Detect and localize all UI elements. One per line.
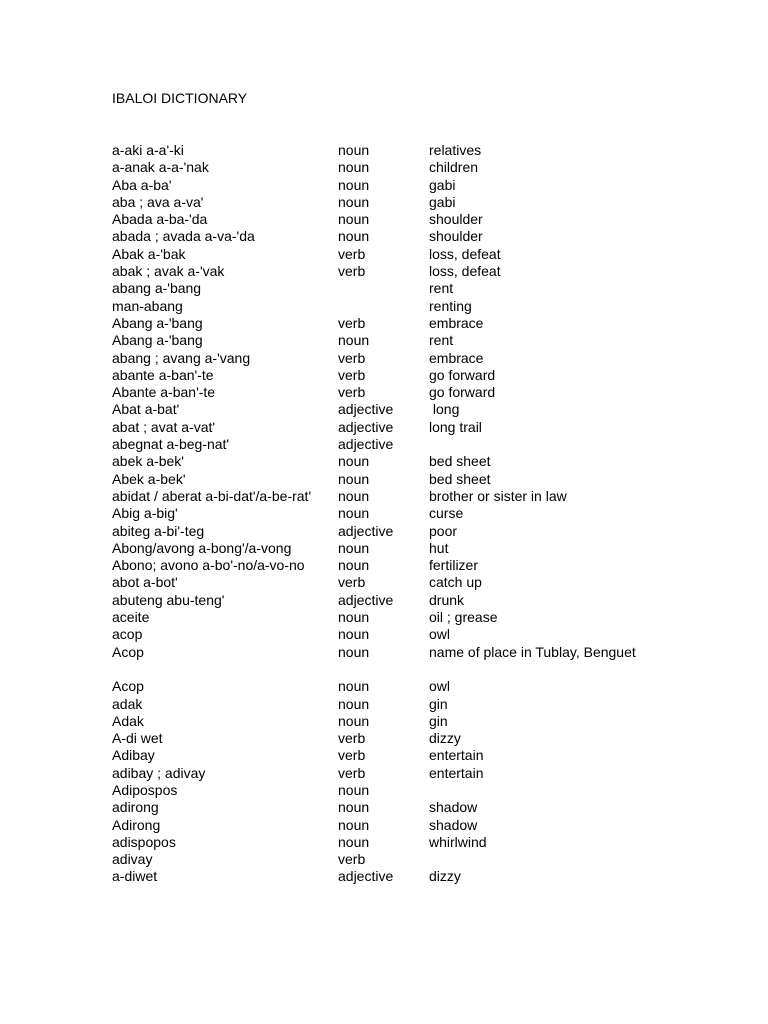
entry-meaning: catch up: [429, 574, 482, 591]
page-title: IBALOI DICTIONARY: [112, 90, 248, 106]
entry-meaning: go forward: [429, 384, 496, 401]
dictionary-entry: [112, 868, 752, 885]
entry-part-of-speech: adjective: [338, 418, 394, 435]
dictionary-entry: [112, 626, 752, 643]
dictionary-entry: [112, 228, 752, 245]
entry-term: Abig a-big': [112, 505, 178, 522]
entry-term: A-di wet: [112, 730, 163, 747]
entry-meaning: hut: [429, 539, 449, 556]
entry-part-of-speech: verb: [338, 245, 366, 262]
entry-part-of-speech: noun: [338, 695, 370, 712]
dictionary-entry: [112, 211, 752, 228]
entry-meaning: embrace: [429, 349, 484, 366]
entry-meaning: long trail: [429, 418, 482, 435]
entry-term: abak ; avak a-'vak: [112, 263, 225, 280]
entry-part-of-speech: noun: [338, 643, 370, 660]
entry-term: Abat a-bat': [112, 401, 180, 418]
entry-term: Abang a-'bang: [112, 314, 203, 331]
entry-term: Adibay: [112, 747, 155, 764]
entry-part-of-speech: verb: [338, 384, 366, 401]
entry-part-of-speech: noun: [338, 453, 370, 470]
entry-term: Acop: [112, 643, 144, 660]
entry-meaning: poor: [429, 522, 458, 539]
entry-meaning: rent: [429, 280, 454, 297]
entry-term: abang ; avang a-'vang: [112, 349, 251, 366]
entry-meaning: dizzy: [429, 730, 461, 747]
dictionary-entry: [112, 263, 752, 280]
entry-term: a-aki a-a'-ki: [112, 142, 184, 158]
entry-part-of-speech: noun: [338, 799, 370, 816]
entry-part-of-speech: noun: [338, 470, 370, 487]
entry-part-of-speech: adjective: [338, 591, 394, 608]
entry-term: Abada a-ba-'da: [112, 211, 208, 228]
dictionary-entry: [112, 505, 752, 522]
entry-term: abiteg a-bi'-teg: [112, 522, 205, 539]
dictionary-entry: [112, 159, 752, 176]
entry-term: abuteng abu-teng': [112, 591, 225, 608]
entry-meaning: drunk: [429, 591, 465, 608]
entry-meaning: relatives: [429, 142, 482, 158]
entry-meaning: long: [429, 401, 460, 418]
dictionary-entry: [112, 453, 752, 470]
entry-part-of-speech: verb: [338, 349, 366, 366]
entry-part-of-speech: noun: [338, 626, 370, 643]
dictionary-entries: [112, 142, 752, 886]
entry-term: adispopos: [112, 833, 176, 850]
entry-part-of-speech: noun: [338, 557, 370, 574]
dictionary-entry: [112, 540, 752, 557]
dictionary-entry: [112, 177, 752, 194]
entry-meaning: fertilizer: [429, 557, 479, 574]
entry-part-of-speech: noun: [338, 609, 370, 626]
entry-meaning: name of place in Tublay, Benguet: [429, 643, 636, 660]
dictionary-entry: [112, 574, 752, 591]
entry-term: adibay ; adivay: [112, 764, 206, 781]
entry-meaning: gin: [429, 695, 448, 712]
entry-meaning: renting: [429, 297, 472, 314]
entry-meaning: shadow: [429, 816, 478, 833]
entry-part-of-speech: noun: [338, 505, 370, 522]
entry-meaning: shadow: [429, 799, 478, 816]
entry-term: Adak: [112, 712, 144, 729]
entry-meaning: loss, defeat: [429, 263, 501, 280]
entry-part-of-speech: noun: [338, 159, 370, 176]
dictionary-entry: [112, 834, 752, 851]
dictionary-entry: [112, 765, 752, 782]
dictionary-entry: [112, 644, 752, 661]
entry-term: adak: [112, 695, 143, 712]
entry-meaning: gin: [429, 712, 448, 729]
entry-meaning: shoulder: [429, 211, 483, 228]
entry-meaning: shoulder: [429, 228, 483, 245]
entry-meaning: owl: [429, 626, 451, 643]
entry-part-of-speech: verb: [338, 851, 366, 868]
entry-meaning: embrace: [429, 314, 484, 331]
entry-term: Abong/avong a-bong'/a-vong: [112, 539, 292, 556]
entry-term: Aba a-ba': [112, 176, 172, 193]
entry-term: abat ; avat a-vat': [112, 418, 216, 435]
entry-part-of-speech: noun: [338, 781, 370, 798]
entry-term: Abante a-ban'-te: [112, 384, 216, 401]
dictionary-entry: [112, 315, 752, 332]
entry-term: Abak a-'bak: [112, 245, 186, 262]
entry-part-of-speech: verb: [338, 730, 366, 747]
dictionary-entry: [112, 557, 752, 574]
entry-part-of-speech: noun: [338, 211, 370, 228]
entry-part-of-speech: noun: [338, 193, 370, 210]
entry-term: adirong: [112, 799, 159, 816]
dictionary-entry: [112, 730, 752, 747]
entry-term: Abek a-bek': [112, 470, 186, 487]
entry-part-of-speech: verb: [338, 747, 366, 764]
entry-meaning: bed sheet: [429, 470, 491, 487]
entry-term: a-anak a-a-'nak: [112, 159, 209, 176]
entry-term: acop: [112, 626, 143, 643]
dictionary-entry: [112, 799, 752, 816]
entry-part-of-speech: adjective: [338, 401, 394, 418]
entry-meaning: go forward: [429, 366, 496, 383]
entry-part-of-speech: noun: [338, 176, 370, 193]
entry-term: Adipospos: [112, 781, 178, 798]
dictionary-entry: [112, 661, 752, 678]
dictionary-entry: [112, 419, 752, 436]
entry-part-of-speech: noun: [338, 816, 370, 833]
entry-meaning: gabi: [429, 176, 456, 193]
entry-meaning: oil ; grease: [429, 609, 498, 626]
entry-term: aceite: [112, 609, 150, 626]
entry-part-of-speech: noun: [338, 539, 370, 556]
entry-term: abidat / aberat a-bi-dat'/a-be-rat': [112, 487, 312, 504]
entry-meaning: owl: [429, 678, 451, 695]
entry-meaning: gabi: [429, 193, 456, 210]
dictionary-entry: [112, 696, 752, 713]
dictionary-entry: [112, 747, 752, 764]
entry-part-of-speech: verb: [338, 314, 366, 331]
entry-part-of-speech: noun: [338, 228, 370, 245]
dictionary-entry: [112, 851, 752, 868]
entry-term: man-abang: [112, 297, 183, 314]
entry-meaning: brother or sister in law: [429, 487, 567, 504]
dictionary-entry: [112, 367, 752, 384]
entry-part-of-speech: verb: [338, 574, 366, 591]
dictionary-entry: [112, 332, 752, 349]
entry-term: abot a-bot': [112, 574, 178, 591]
dictionary-entry: [112, 592, 752, 609]
entry-meaning: whirlwind: [429, 833, 487, 850]
entry-part-of-speech: verb: [338, 764, 366, 781]
entry-part-of-speech: adjective: [338, 436, 394, 453]
entry-term: abada ; avada a-va-'da: [112, 228, 255, 245]
entry-part-of-speech: noun: [338, 487, 370, 504]
dictionary-entry: [112, 782, 752, 799]
dictionary-entry: [112, 436, 752, 453]
entry-term: Acop: [112, 678, 144, 695]
entry-meaning: rent: [429, 332, 454, 349]
entry-term: Abono; avono a-bo'-no/a-vo-no: [112, 557, 305, 574]
entry-part-of-speech: verb: [338, 263, 366, 280]
entry-meaning: bed sheet: [429, 453, 491, 470]
dictionary-entry: [112, 194, 752, 211]
dictionary-entry: [112, 298, 752, 315]
dictionary-entry: [112, 401, 752, 418]
entry-part-of-speech: verb: [338, 366, 366, 383]
dictionary-entry: [112, 142, 752, 159]
entry-meaning: entertain: [429, 747, 484, 764]
dictionary-entry: [112, 350, 752, 367]
dictionary-entry: [112, 488, 752, 505]
entry-part-of-speech: noun: [338, 833, 370, 850]
entry-part-of-speech: noun: [338, 712, 370, 729]
entry-term: aba ; ava a-va': [112, 193, 204, 210]
dictionary-entry: [112, 678, 752, 695]
dictionary-entry: [112, 523, 752, 540]
entry-term: abang a-'bang: [112, 280, 202, 297]
entry-part-of-speech: noun: [338, 142, 370, 158]
dictionary-entry: [112, 817, 752, 834]
entry-part-of-speech: adjective: [338, 868, 394, 885]
entry-meaning: entertain: [429, 764, 484, 781]
entry-part-of-speech: noun: [338, 332, 370, 349]
entry-part-of-speech: noun: [338, 678, 370, 695]
entry-term: abante a-ban'-te: [112, 366, 214, 383]
dictionary-entry: [112, 609, 752, 626]
entry-term: a-diwet: [112, 868, 158, 885]
dictionary-entry: [112, 246, 752, 263]
entry-meaning: dizzy: [429, 868, 461, 885]
entry-meaning: loss, defeat: [429, 245, 501, 262]
dictionary-entry: [112, 384, 752, 401]
dictionary-entry: [112, 471, 752, 488]
entry-term: abegnat a-beg-nat': [112, 436, 230, 453]
entry-meaning: children: [429, 159, 479, 176]
entry-term: Adirong: [112, 816, 161, 833]
dictionary-entry: [112, 713, 752, 730]
entry-meaning: curse: [429, 505, 464, 522]
dictionary-entry: [112, 280, 752, 297]
entry-part-of-speech: adjective: [338, 522, 394, 539]
entry-term: Abang a-'bang: [112, 332, 203, 349]
entry-term: adivay: [112, 851, 153, 868]
entry-term: abek a-bek': [112, 453, 184, 470]
